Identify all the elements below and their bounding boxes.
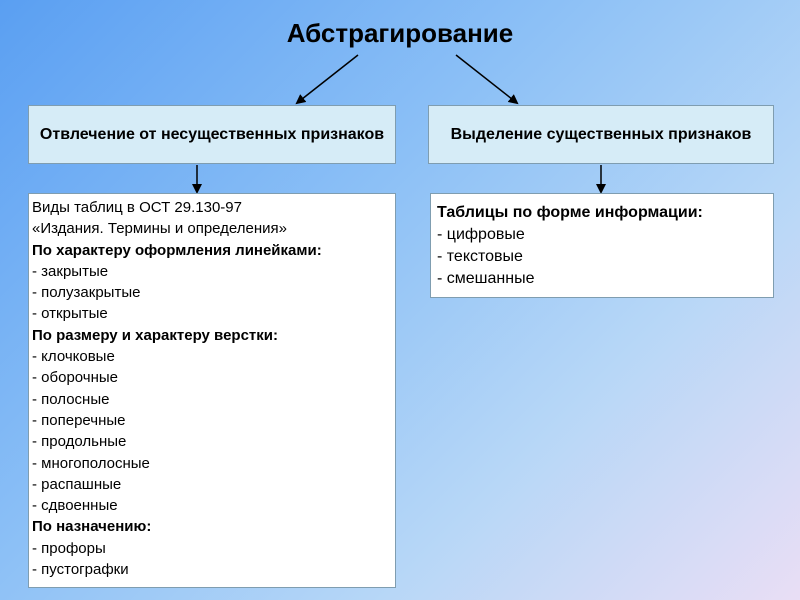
list-section-heading: По размеру и характеру верстки:	[32, 326, 278, 344]
list-item: - профоры	[32, 539, 106, 557]
diagram-title: Абстрагирование	[286, 18, 514, 48]
list-item: - сдвоенные	[32, 497, 118, 515]
list-item: - открытые	[32, 305, 108, 323]
left-list-box	[28, 193, 396, 588]
list-item: - текстовые	[437, 248, 523, 265]
list-section-heading: Таблицы по форме информации:	[437, 204, 703, 221]
arrow-title-to-left	[297, 55, 358, 103]
list-section-heading: По назначению:	[32, 518, 152, 536]
list-item: - полузакрытые	[32, 284, 141, 302]
list-item: - оборочные	[32, 369, 119, 387]
list-item: - продольные	[32, 433, 127, 451]
right-list-box	[430, 193, 774, 298]
list-item: - многополосные	[32, 454, 150, 472]
list-item: - полосные	[32, 390, 110, 408]
arrow-title-to-right	[456, 55, 517, 103]
list-item: - закрытые	[32, 262, 109, 280]
list-item: «Издания. Термины и определения»	[32, 220, 287, 238]
right-heading-box	[428, 105, 774, 164]
left-heading-text: Отвлечение от несущественных признаков	[39, 125, 385, 143]
list-item: - цифровые	[437, 226, 525, 243]
list-item: - смешанные	[437, 270, 535, 287]
list-item: Виды таблиц в ОСТ 29.130-97	[32, 199, 242, 216]
list-item: - поперечные	[32, 411, 126, 429]
list-section-heading: По характеру оформления линейками:	[32, 241, 322, 259]
list-item: - распашные	[32, 475, 122, 493]
list-item: - пустографки	[32, 561, 129, 579]
list-item: - клочковые	[32, 348, 115, 366]
left-heading-box	[28, 105, 396, 164]
right-heading-text: Выделение существенных признаков	[450, 125, 752, 143]
